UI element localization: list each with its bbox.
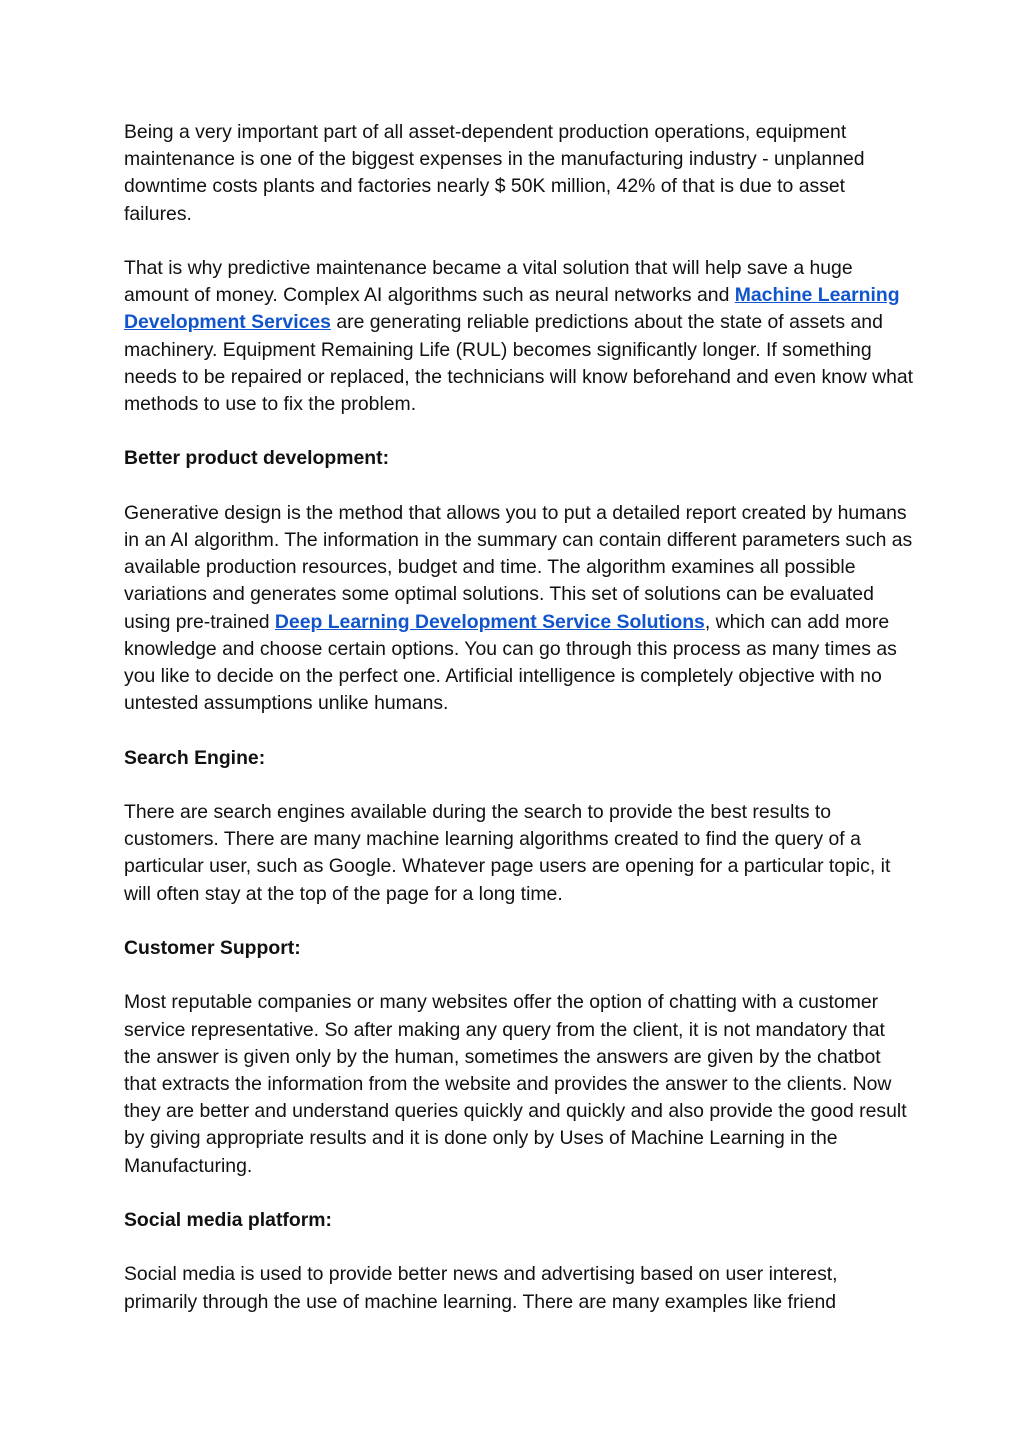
intro-paragraph: Being a very important part of all asset-dependent production operations, equipment maintenance is one of the biggest expenses in the manufacturing industry - unplanned downtime costs plants and factories nearly $ 50K million, 42% of that is due to asset failures. <box>124 121 865 225</box>
customer-support-paragraph: Most reputable companies or many websites offer the option of chatting with a customer service representative. So after making any query from the client, it is not mandatory that the answer is given only by the human, sometimes the answers are given by the chatbot that extracts the information from the website and provides the answer to the clients. Now they are better and understand queries quickly and quickly and also provide the good result by giving appropriate results and it is done only by Uses of Machine Learning in the Manufacturing. <box>124 991 907 1177</box>
generative-design-paragraph <box>124 500 914 718</box>
social-media-heading: Social media platform: <box>124 1209 332 1231</box>
predictive-text-before: That is why predictive maintenance became a vital solution that will help save a huge amount of money. Complex AI algorithms such as neural networks and <box>124 257 853 307</box>
predictive-maintenance-paragraph <box>124 255 914 418</box>
search-engine-heading: Search Engine: <box>124 746 266 769</box>
machine-learning-services-link[interactable]: Machine Learning Development Services <box>124 284 900 334</box>
document-page <box>124 119 914 1343</box>
product-development-heading: Better product development: <box>124 447 390 470</box>
search-engine-paragraph: There are search engines available during the search to provide the best results to customers. There are many machine learning algorithms created to find the query of a particular user, such as Google. Whatever page users are opening for a particular topic, it will often stay at the top of the page for a long time. <box>124 801 891 905</box>
generative-text-after: , which can add more knowledge and choose certain options. You can go through this process as many times as you like to decide on the perfect one. Artificial intelligence is completely objective with no untested assumptions unlike humans. <box>124 610 897 715</box>
social-media-paragraph: Social media is used to provide better news and advertising based on user interest, primarily through the use of machine learning. There are many examples like friend <box>124 1263 838 1313</box>
deep-learning-services-link[interactable]: Deep Learning Development Service Solutions <box>274 610 705 633</box>
predictive-text-after: are generating reliable predictions about the state of assets and machinery. Equipment Remaining Life (RUL) becomes significantly longer. If something needs to be repaired or replaced, the technicians will know beforehand and even know what methods to use to fix the problem. <box>124 311 914 416</box>
generative-text-before: Generative design is the method that allows you to put a detailed report created by humans in an AI algorithm. The information in the summary can contain different parameters such as available production resources, budget and time. The algorithm examines all possible variations and generates some optimal solutions. This set of solutions can be evaluated using pre-trained <box>124 501 913 633</box>
customer-support-heading: Customer Support: <box>124 937 301 959</box>
